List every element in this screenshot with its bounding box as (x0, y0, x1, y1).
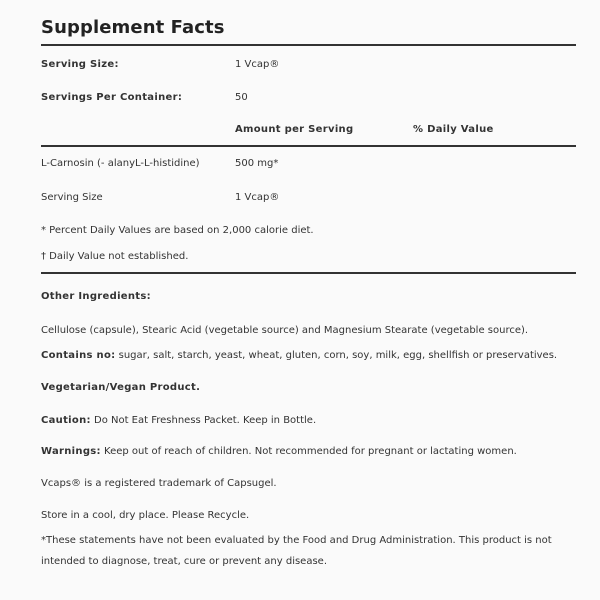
fda-disclaimer-line-1: *These statements have not been evaluated by the Food and Drug Administration. This product is not (41, 535, 552, 546)
nutrient-name: L-Carnosin (- alanyL-L-histidine) (41, 158, 200, 169)
caution-text: Do Not Eat Freshness Packet. Keep in Bottle. (90, 415, 317, 426)
warnings-text: Keep out of reach of children. Not recommended for pregnant or lactating women. (100, 446, 517, 457)
fda-disclaimer-line-2: intended to diagnose, treat, cure or prevent any disease. (41, 556, 328, 567)
serving-size-label: Serving Size: (41, 59, 119, 70)
nutrient-row (41, 158, 279, 169)
amount-header: Amount per Serving (235, 124, 354, 135)
contains-no-label: Contains no: (41, 350, 116, 361)
other-ingredients-heading: Other Ingredients: (41, 291, 151, 302)
nutrient-amount: 1 Vcap® (235, 192, 280, 203)
trademark-note: Vcaps® is a registered trademark of Capsugel. (41, 478, 277, 489)
percent-dv-footnote: * Percent Daily Values are based on 2,000 calorie diet. (41, 225, 314, 236)
nutrient-row (41, 192, 280, 203)
nutrient-name: Serving Size (41, 192, 103, 203)
header-divider (41, 145, 576, 147)
footnote-divider (41, 272, 576, 274)
servings-per-container-row (41, 92, 248, 103)
servings-per-container-label: Servings Per Container: (41, 92, 183, 103)
servings-per-container-value: 50 (235, 92, 248, 103)
dv-header: % Daily Value (413, 124, 494, 135)
storage-note: Store in a cool, dry place. Please Recycle. (41, 510, 250, 521)
contains-no-text: sugar, salt, starch, yeast, wheat, gluten, corn, soy, milk, egg, shellfish or preservatives. (115, 350, 558, 361)
warnings-label: Warnings: (41, 446, 101, 457)
warnings-line (41, 446, 517, 457)
caution-label: Caution: (41, 415, 91, 426)
caution-line (41, 415, 316, 426)
title-divider (41, 44, 576, 46)
nutrient-amount: 500 mg* (235, 158, 279, 169)
serving-size-value: 1 Vcap® (235, 59, 280, 70)
panel-title: Supplement Facts (41, 17, 225, 38)
dagger-footnote: † Daily Value not established. (41, 251, 189, 262)
serving-size-row (41, 59, 280, 70)
contains-no-line (41, 350, 557, 361)
supplement-facts-panel (24, 0, 576, 600)
other-ingredients-text: Cellulose (capsule), Stearic Acid (vegetable source) and Magnesium Stearate (vegetable source). (41, 325, 529, 336)
vegetarian-statement: Vegetarian/Vegan Product. (41, 382, 201, 393)
